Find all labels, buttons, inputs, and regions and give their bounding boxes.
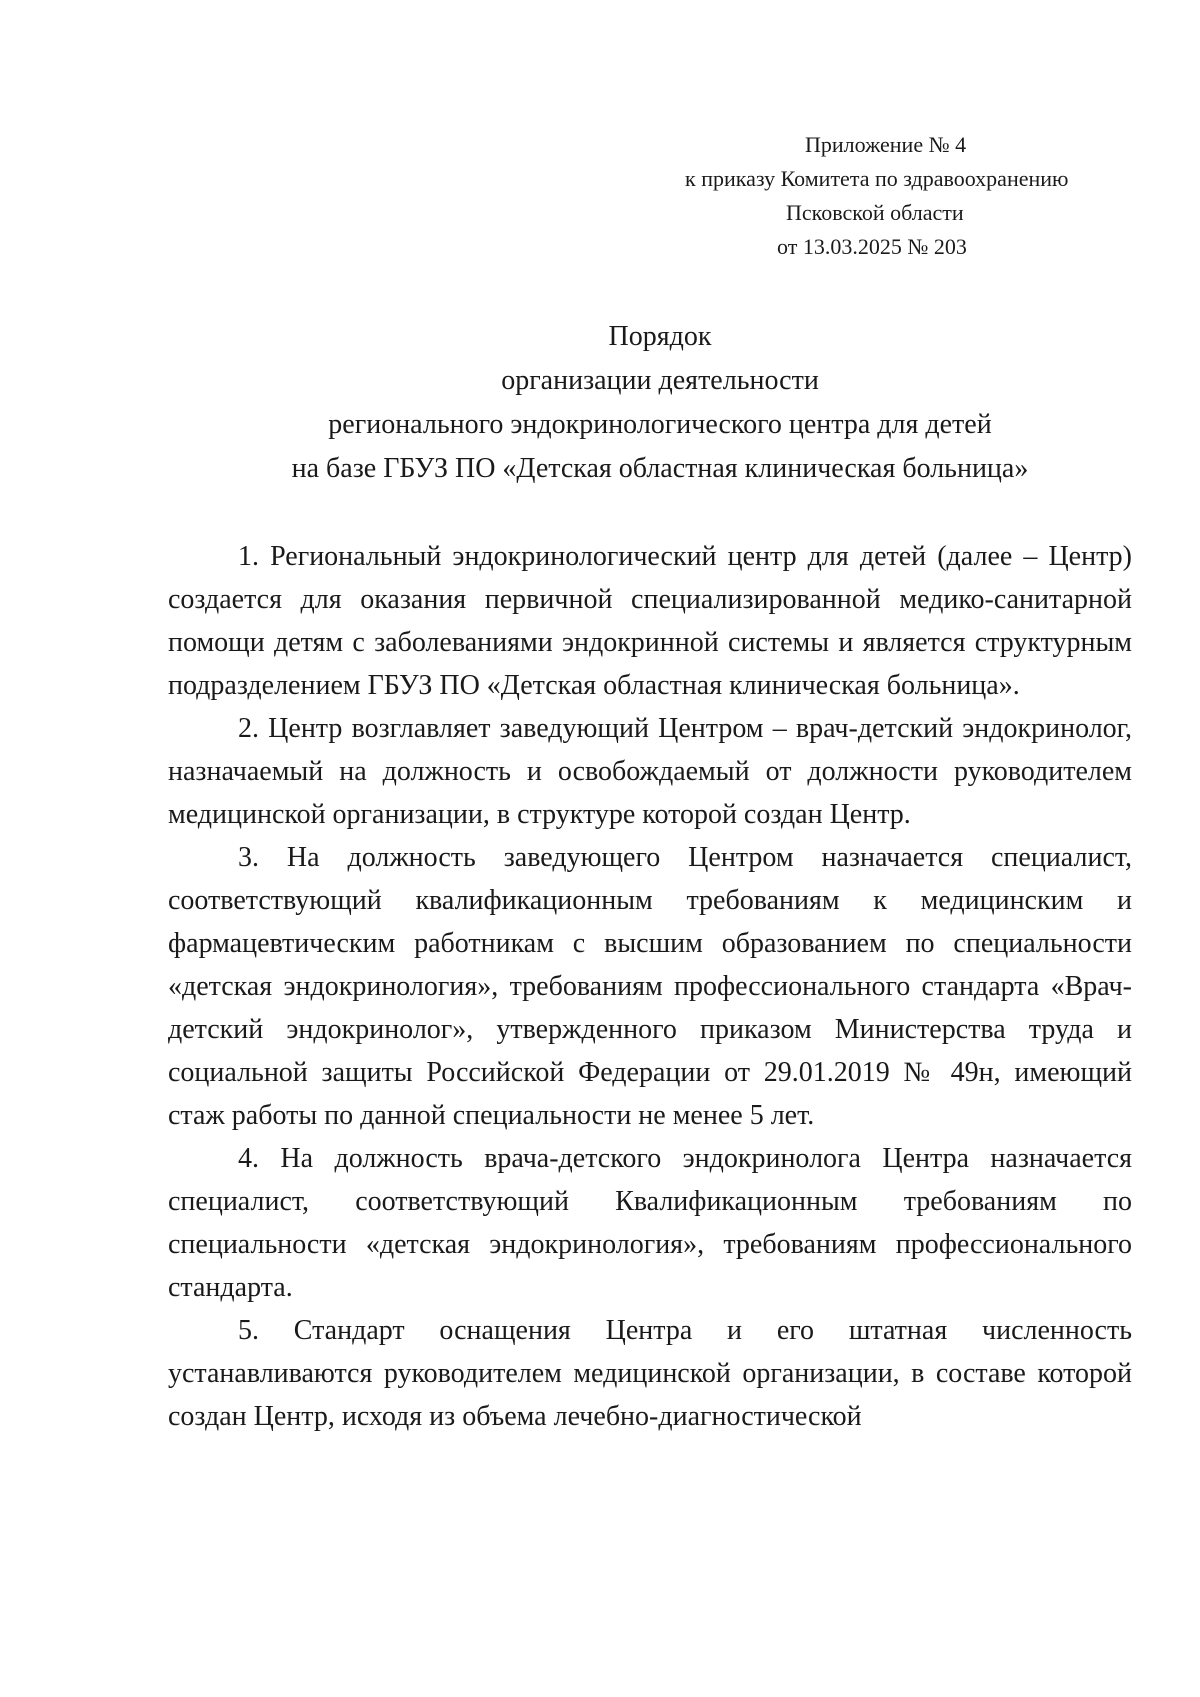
- document-title: [170, 315, 1130, 491]
- appendix-region-line: Псковской области: [786, 200, 964, 225]
- appendix-date-line: от 13.03.2025 № 203: [777, 234, 967, 259]
- title-line-4: на базе ГБУЗ ПО «Детская областная клиническая больница»: [291, 453, 1029, 484]
- title-line-1: Порядок: [608, 321, 712, 352]
- title-line-3: регионального эндокринологического центра для детей: [328, 409, 992, 440]
- paragraph-5: 5. Стандарт оснащения Центра и его штатная численность устанавливаются руководителем медицинской организации, в составе которой создан Центр, исходя из объема лечебно-диагностической: [168, 1315, 1132, 1432]
- document-body: [168, 535, 1132, 1438]
- title-line-2: организации деятельности: [501, 365, 819, 396]
- appendix-header: [660, 128, 1130, 264]
- paragraph-1: 1. Региональный эндокринологический центр для детей (далее – Центр) создается для оказания первичной специализированной медико-санитарной помощи детям с заболеваниями эндокринной системы и является структурным подразделением ГБУЗ ПО «Детская областная клиническая больница».: [168, 541, 1132, 701]
- paragraph-2: 2. Центр возглавляет заведующий Центром – врач-детский эндокринолог, назначаемый на должность и освобождаемый от должности руководителем медицинской организации, в структуре которой создан Центр.: [168, 713, 1132, 830]
- appendix-title: Приложение № 4: [805, 132, 967, 157]
- paragraph-3: 3. На должность заведующего Центром назначается специалист, соответствующий квалификационным требованиям к медицинским и фармацевтическим работникам с высшим образованием по специальности «детская эндокринология», требованиям профессионального стандарта «Врач-детский эндокринолог», утвержденного приказом Министерства труда и социальной защиты Российской Федерации от 29.01.2019 № 49н, имеющий стаж работы по данной специальности не менее 5 лет.: [168, 842, 1132, 1131]
- paragraph-4: 4. На должность врача-детского эндокринолога Центра назначается специалист, соответствующий Квалификационным требованиям по специальности «детская эндокринология», требованиям профессионального стандарта.: [168, 1143, 1132, 1303]
- appendix-order-line: к приказу Комитета по здравоохранению: [685, 166, 1069, 191]
